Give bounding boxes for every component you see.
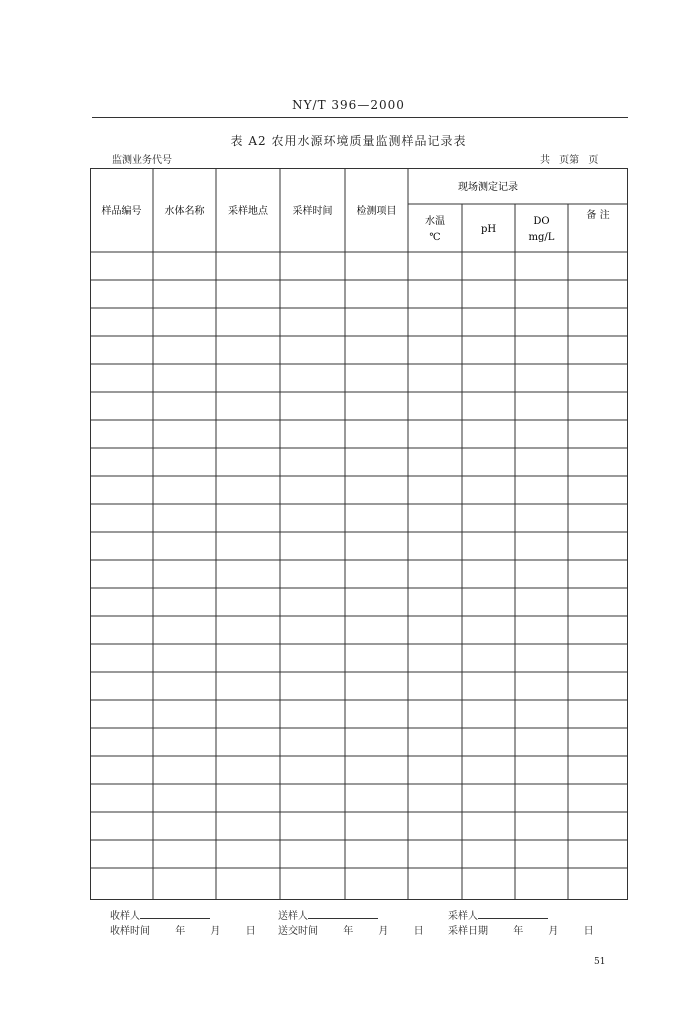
sender-label: 送样人	[278, 911, 308, 922]
send-time-field	[278, 922, 424, 937]
sampler-label: 采样人	[448, 911, 478, 922]
receiver-blank[interactable]	[140, 908, 210, 919]
page-number: 51	[594, 957, 606, 967]
header-sampling-point: 采样地点	[228, 206, 268, 217]
row-lines	[90, 280, 628, 868]
receive-month: 月	[210, 926, 221, 937]
send-month: 月	[378, 926, 389, 937]
standard-code: NY/T 396—2000	[292, 98, 405, 112]
sample-year: 年	[513, 926, 524, 937]
header-water-temp-unit: ℃	[429, 232, 441, 243]
send-time-label: 送交时间	[278, 926, 318, 937]
table-border	[91, 169, 628, 900]
header-do: DO	[533, 216, 550, 227]
receive-time-field	[110, 922, 256, 937]
sample-date-field	[448, 922, 594, 937]
header-sampling-time: 采样时间	[292, 206, 333, 217]
sample-month: 月	[548, 926, 559, 937]
header-field-group: 现场测定记录	[458, 182, 518, 193]
header-water-body: 水体名称	[164, 206, 205, 217]
sender-blank[interactable]	[308, 908, 378, 919]
header-remarks: 备 注	[586, 210, 610, 221]
business-code-label: 监测业务代号	[112, 155, 172, 166]
receive-year: 年	[175, 926, 186, 937]
send-day: 日	[413, 926, 424, 937]
header-monitoring-items: 检测项目	[356, 206, 397, 217]
receiver-field	[110, 907, 210, 922]
receive-day: 日	[245, 926, 256, 937]
sampler-field	[448, 907, 548, 922]
header-water-temp: 水温	[425, 216, 445, 227]
receive-time-label: 收样时间	[110, 926, 150, 937]
header-do-unit: mg/L	[528, 232, 555, 243]
sampler-blank[interactable]	[478, 908, 548, 919]
sample-date-label: 采样日期	[448, 926, 488, 937]
receiver-label: 收样人	[110, 911, 140, 922]
sender-field	[278, 907, 378, 922]
page-count-label: 共 页第 页	[540, 155, 599, 166]
header-sample-id: 样品编号	[101, 206, 142, 217]
sample-day: 日	[583, 926, 594, 937]
header-ph: pH	[480, 224, 497, 235]
record-table	[90, 168, 628, 900]
send-year: 年	[343, 926, 354, 937]
header-rule	[92, 117, 628, 118]
table-title: 表 A2 农用水源环境质量监测样品记录表	[230, 134, 467, 148]
